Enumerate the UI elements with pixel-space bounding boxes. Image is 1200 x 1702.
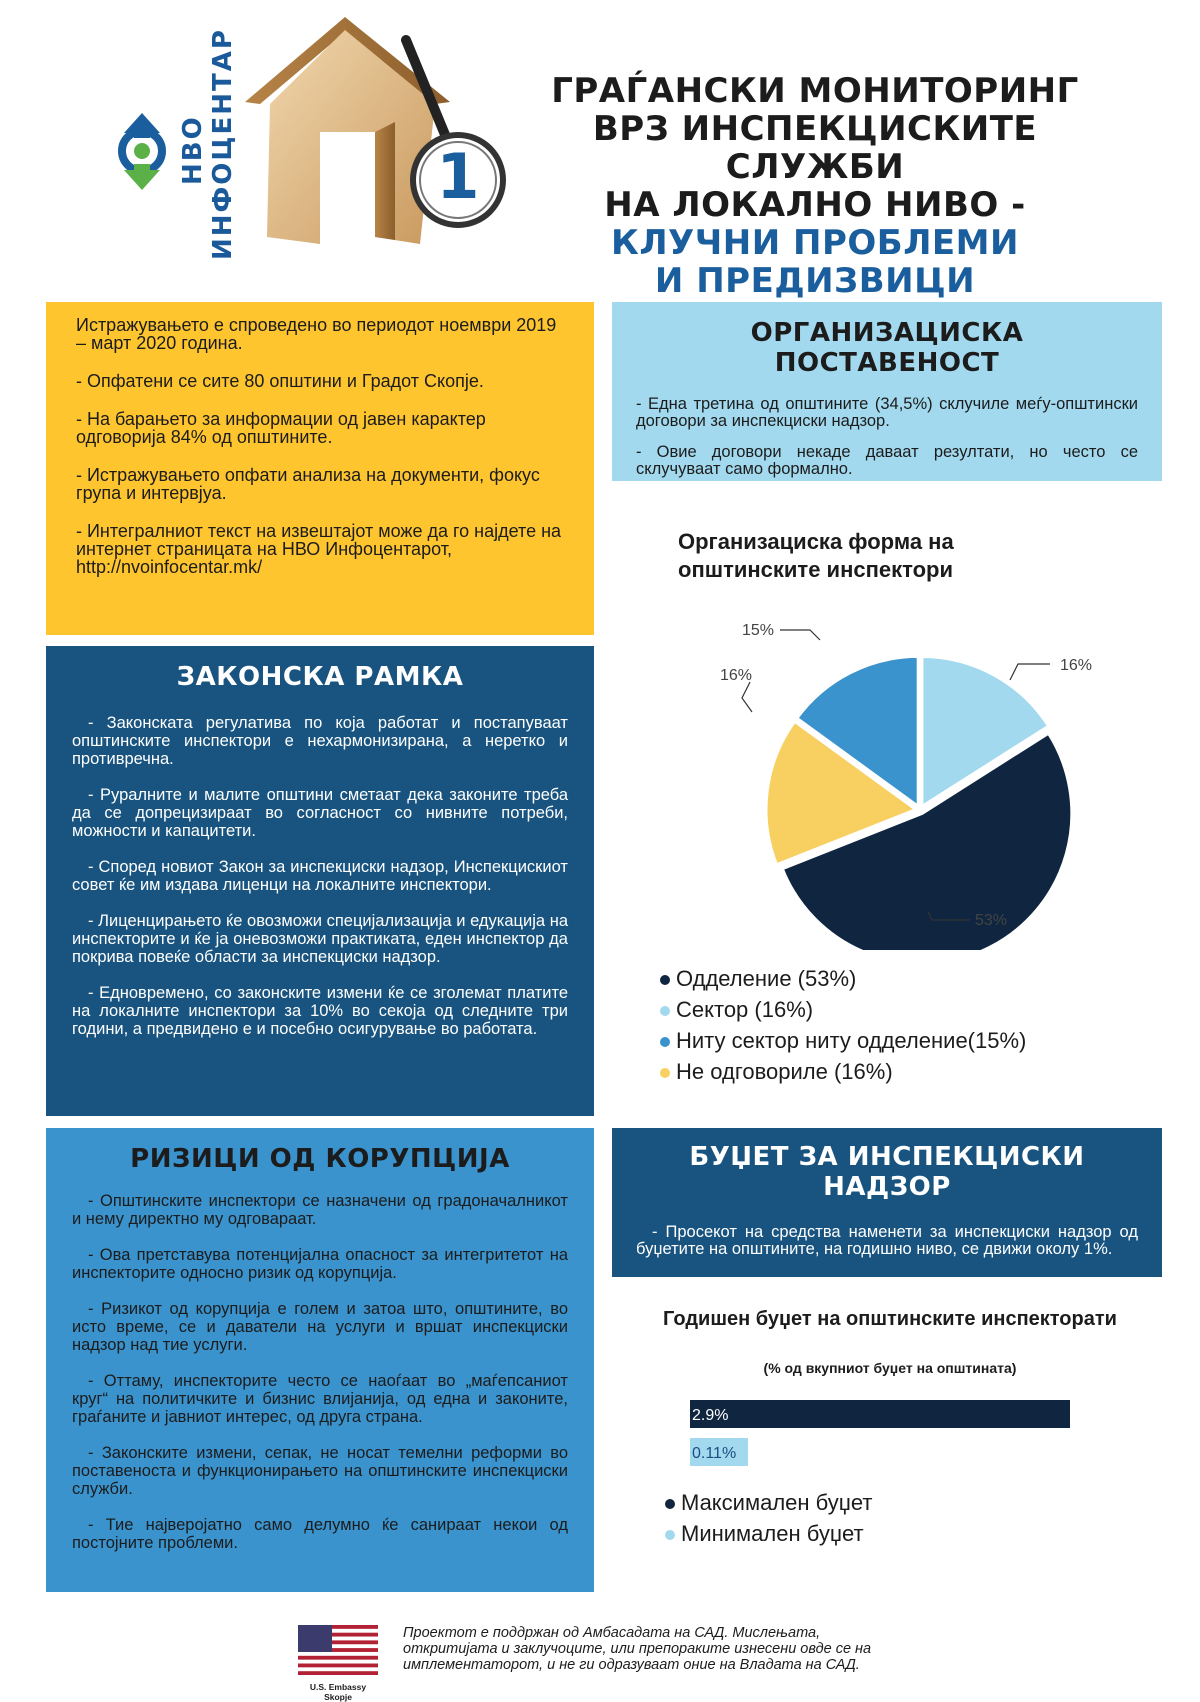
pie-chart [690,610,1110,950]
intro-paragraph: - Опфатени се сите 80 општини и Градот Скопје. [76,371,484,391]
bar-legend [665,1487,1065,1549]
logo-text: НВО ИНФОЦЕНТАР [178,28,238,260]
bar-chart [690,1398,1090,1478]
legend-label: Одделение (53%) [676,966,857,991]
intro-paragraph: - Интегралниот текст на извештајот може да го најдете на интернет страницата на НВО Инфоцентарот, http://nvoinfocentar.mk/ [76,521,562,577]
pie-chart-title: Организациска форма на општинските инспектори [678,529,954,582]
embassy-caption: U.S. Embassy Skopje [309,1682,367,1702]
legend-label: Не одговориле (16%) [676,1059,893,1084]
legend-dot-icon [660,1006,670,1016]
intro-paragraph: - Истражувањето опфати анализа на документи, фокус група и интервјуа. [76,465,540,503]
legal-paragraph: - Едновремено, со законските измени ќе се зголемат платите на локалните инспектори за 10% во секоја од следните три години, а предвидено е и посебно осигурување во работата. [72,984,568,1038]
budget-heading: БУЏЕТ ЗА ИНСПЕКЦИСКИ НАДЗОР [689,1142,1085,1202]
legend-label: Сектор (16%) [676,997,814,1022]
legend-label: Минимален буџет [681,1521,864,1546]
page-title [535,72,1095,300]
legend-label: Максимален буџет [681,1490,873,1515]
bar-chart-subtitle: (% од вкупниот буџет на општината) [763,1360,1017,1376]
pie-data-label: 16% [1060,657,1093,674]
organization-heading: ОРГАНИЗАЦИСКА ПОСТАВЕНОСТ [750,318,1024,378]
pie-data-label: 15% [742,622,775,639]
title-line-2: ВРЗ ИНСПЕКЦИСКИТЕ СЛУЖБИ [592,109,1038,187]
legal-paragraph: - Руралните и малите општини сметаат дека законите треба да се допрецизираат во согласност со нивните потреби, можности и капацитети. [72,786,568,840]
pie-leader-line [1010,664,1050,680]
title-line-1: ГРАЃАНСКИ МОНИТОРИНГ [551,71,1079,111]
pie-data-label: 53% [975,912,1008,929]
corruption-paragraph: - Ризикот од корупција е голем и затоа што, општините, во исто време, се и даватели на услуги и вршат инспекциски надзор над тие услуги. [72,1300,568,1354]
legend-item [660,1056,1160,1087]
intro-paragraph: - На барањето за информации од јавен карактер одговорија 84% од општините. [76,409,486,447]
us-embassy-logo [298,1625,378,1702]
legend-dot-icon [665,1530,675,1540]
organization-paragraph: - Овие договори некаде даваат резултати, но често се склучуваат само формално. [636,443,1138,478]
legend-item [665,1487,1065,1518]
corruption-paragraph: - Оттаму, инспекторите често се наоѓаат во „маѓепсаниот круг“ на политичките и бизнис влијанија, од една и законите, граѓаните и јавниот интерес, од друга страна. [72,1372,568,1426]
corruption-panel [46,1128,594,1592]
legend-dot-icon [660,975,670,985]
intro-panel [46,302,594,635]
intro-paragraph: Истражувањето е спроведено во периодот ноември 2019 – март 2020 година. [76,315,557,353]
us-flag-icon [298,1625,378,1675]
logo-icon [112,108,172,194]
subtitle-line-2: И ПРЕДИЗВИЦИ [654,261,976,301]
budget-paragraph: - Просекот на средства наменети за инспекциски надзор од буџетите на општините, на годишно ниво, се движи околу 1%. [636,1223,1138,1258]
bar-chart-title: Годишен буџет на општинските инспекторати [663,1308,1117,1330]
pie-leader-line [780,630,820,640]
legal-heading: ЗАКОНСКА РАМКА [176,662,464,692]
legend-label: Ниту сектор ниту одделение(15%) [676,1028,1027,1053]
bar [690,1400,1070,1428]
footer-disclaimer: Проектот е поддржан од Амбасадата на САД. Мислењата, откритијата и заклучоците, или препораките изнесени овде се на имплементаторот, и не ги одразуваат оние на Владата на САД. [403,1625,872,1673]
legend-item [660,1025,1160,1056]
legal-panel [46,646,594,1116]
legal-paragraph: - Законската регулатива по која работат и постапуваат општинските инспектори е нехармонизирана, а неретко и противречна. [72,714,568,768]
corruption-paragraph: - Тие најверојатно само делумно ќе санираат некои од постојните проблеми. [72,1516,568,1552]
legend-dot-icon [665,1499,675,1509]
corruption-paragraph: - Ова претставува потенцијална опасност за интегритетот на инспекторите односно ризик од корупција. [72,1246,568,1282]
legal-paragraph: - Според новиот Закон за инспекциски надзор, Инспекцискиот совет ќе им издава лиценци на локалните инспектори. [72,858,568,894]
organization-paragraph: - Една третина од општините (34,5%) склучиле меѓу-општински договори за инспекциски надзор. [636,395,1138,430]
badge-number: 1 [436,140,480,213]
title-line-3: НА ЛОКАЛНО НИВО - [604,185,1026,225]
corruption-paragraph: - Општинските инспектори се назначени од градоначалникот и нему директно му одговараат. [72,1192,568,1228]
legend-item [665,1518,1065,1549]
legend-item [660,963,1160,994]
corruption-paragraph: - Законските измени, сепак, не носат темелни реформи во поставеноста и функционирањето на општинските инспекциски служби. [72,1444,568,1498]
bar-data-label: 2.9% [692,1407,729,1424]
subtitle-line-1: КЛУЧНИ ПРОБЛЕМИ [611,223,1019,263]
pie-data-label: 16% [720,667,753,684]
pie-legend [660,963,1160,1087]
bar-data-label: 0.11% [692,1445,737,1462]
legend-dot-icon [660,1068,670,1078]
legend-dot-icon [660,1037,670,1047]
legal-paragraph: - Лиценцирањето ќе овозможи специјализација и едукација на инспекторите и ќе ја оневозможи практиката, еден инспектор да покрива повеќе области за инспекциски надзор. [72,912,568,966]
organization-panel [612,302,1162,481]
corruption-heading: РИЗИЦИ ОД КОРУПЦИЈА [130,1144,510,1174]
pie-leader-line [742,682,752,712]
budget-panel [612,1128,1162,1277]
legend-item [660,994,1160,1025]
